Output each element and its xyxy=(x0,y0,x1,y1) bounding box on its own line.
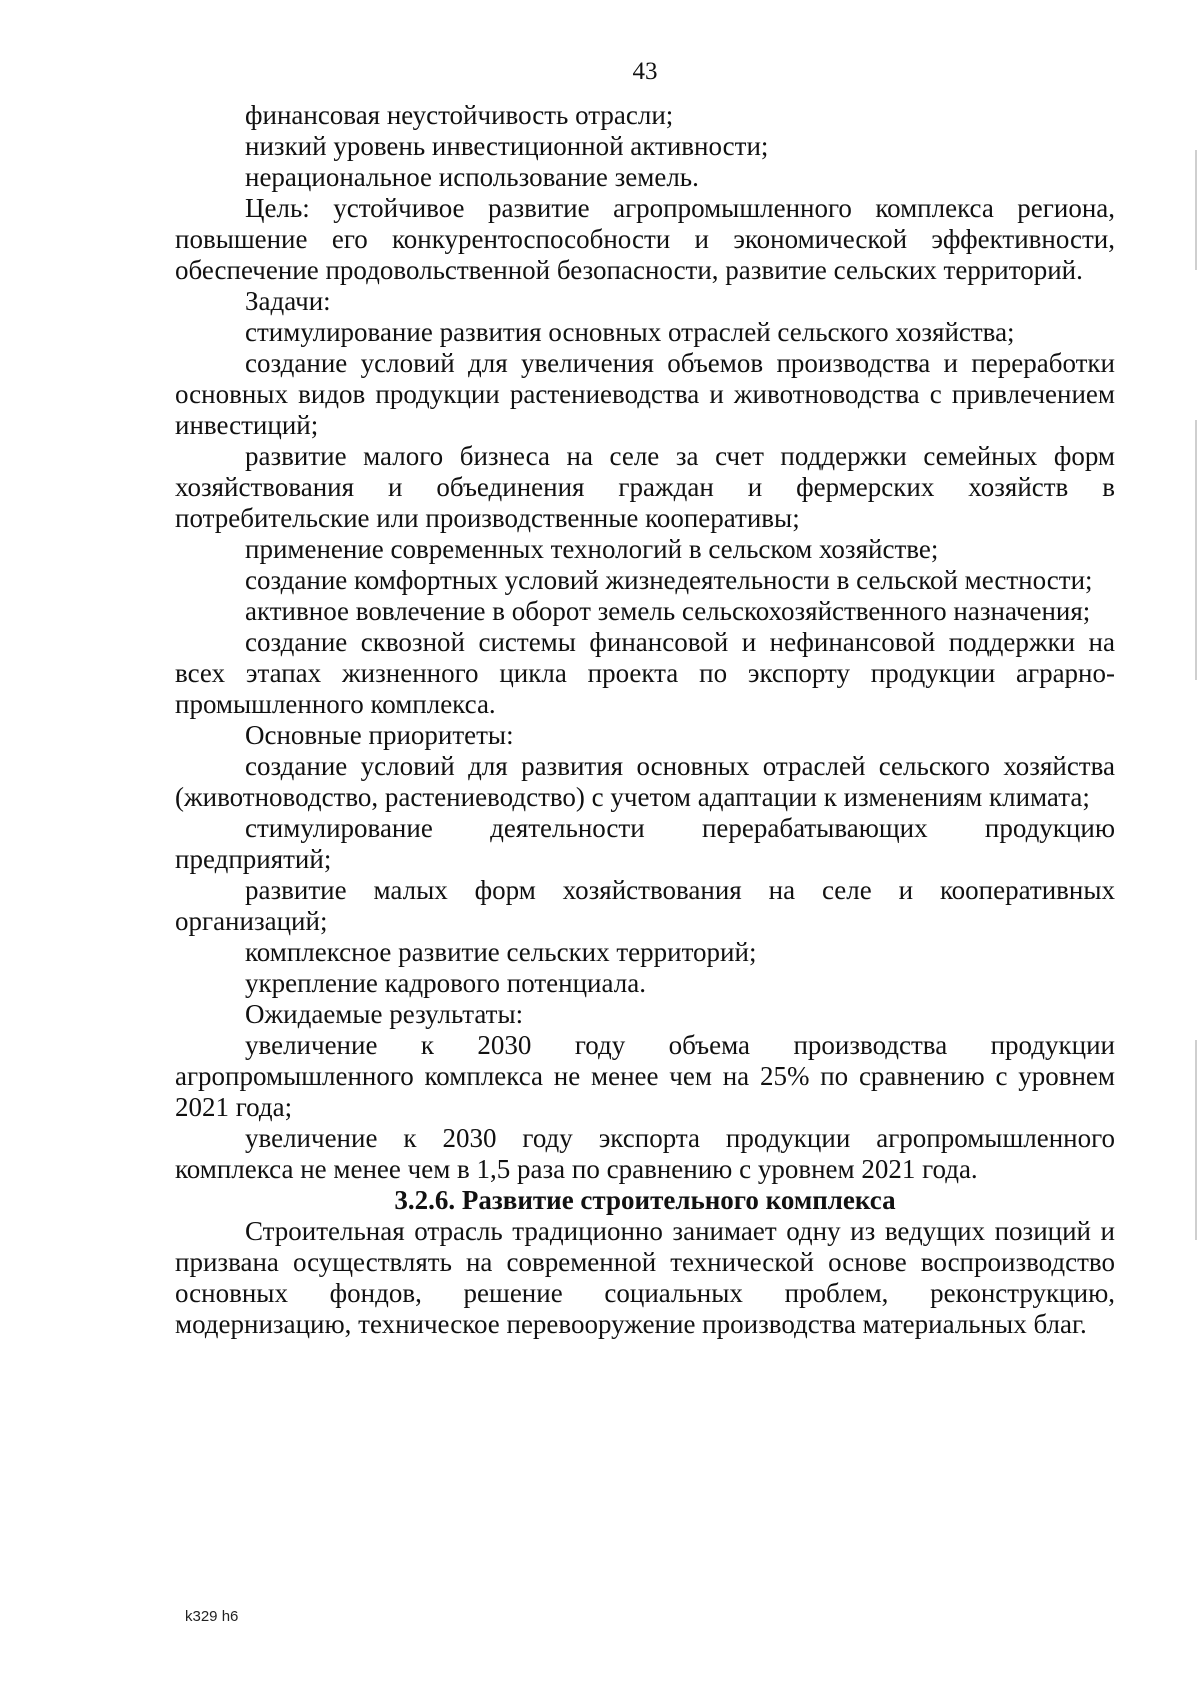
footer-code: k329 h6 xyxy=(185,1608,239,1625)
scan-edge-mark xyxy=(1195,1040,1197,1240)
page-number: 43 xyxy=(632,58,658,85)
paragraph: развитие малого бизнеса на селе за счет поддержки семейных форм хозяйствования и объединения граждан и фермерских хозяйств в потребительские или производственные кооперативы; xyxy=(175,441,1115,533)
paragraph: финансовая неустойчивость отрасли; xyxy=(245,100,674,130)
section-heading: 3.2.6. Развитие строительного комплекса xyxy=(394,1185,896,1215)
scan-edge-mark xyxy=(1195,150,1197,270)
paragraph: Основные приоритеты: xyxy=(245,720,514,750)
paragraph: развитие малых форм хозяйствования на селе и кооперативных организаций; xyxy=(175,875,1115,936)
paragraph: стимулирование развития основных отраслей сельского хозяйства; xyxy=(245,317,1015,347)
paragraph: нерациональное использование земель. xyxy=(245,162,699,192)
paragraph: укрепление кадрового потенциала. xyxy=(245,968,646,998)
scan-edge-mark xyxy=(1195,420,1197,680)
paragraph: активное вовлечение в оборот земель сельскохозяйственного назначения; xyxy=(245,596,1091,626)
paragraphs-before-section xyxy=(175,100,1115,1185)
document-body xyxy=(175,100,1115,1340)
paragraph: Ожидаемые результаты: xyxy=(245,999,524,1029)
paragraph: Строительная отрасль традиционно занимает одну из ведущих позиций и призвана осуществлять на современной технической основе воспроизводство основных фондов, решение социальных проблем, реконструкцию, модернизацию, техническое перевооружение производства материальных благ. xyxy=(175,1216,1115,1339)
paragraph: применение современных технологий в сельском хозяйстве; xyxy=(245,534,939,564)
paragraph: создание сквозной системы финансовой и нефинансовой поддержки на всех этапах жизненного цикла проекта по экспорту продукции аграрно-промышленного комплекса. xyxy=(175,627,1115,719)
paragraph: Цель: устойчивое развитие агропромышленного комплекса региона, повышение его конкурентоспособности и экономической эффективности, обеспечение продовольственной безопасности, развитие сельских территорий. xyxy=(175,193,1115,285)
paragraph: увеличение к 2030 году экспорта продукции агропромышленного комплекса не менее чем в 1,5 раза по сравнению с уровнем 2021 года. xyxy=(175,1123,1115,1184)
paragraph: комплексное развитие сельских территорий; xyxy=(245,937,757,967)
paragraph: Задачи: xyxy=(245,286,331,316)
paragraph: увеличение к 2030 году объема производства продукции агропромышленного комплекса не менее чем на 25% по сравнению с уровнем 2021 года; xyxy=(175,1030,1115,1122)
paragraph: создание комфортных условий жизнедеятельности в сельской местности; xyxy=(245,565,1093,595)
paragraph: создание условий для увеличения объемов производства и переработки основных видов продукции растениеводства и животноводства с привлечением инвестиций; xyxy=(175,348,1115,440)
paragraphs-after-section xyxy=(175,1216,1115,1340)
paragraph: создание условий для развития основных отраслей сельского хозяйства (животноводство, растениеводство) с учетом адаптации к изменениям климата; xyxy=(175,751,1115,812)
paragraph: низкий уровень инвестиционной активности; xyxy=(245,131,769,161)
paragraph: стимулирование деятельности перерабатывающих продукцию предприятий; xyxy=(175,813,1115,874)
